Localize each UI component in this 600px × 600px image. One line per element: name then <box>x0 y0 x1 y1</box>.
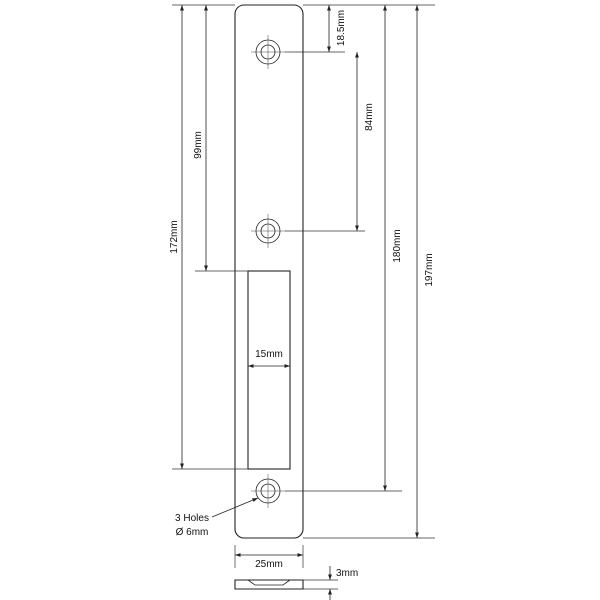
dimension-label-3mm: 3mm <box>336 568 359 579</box>
dimension-180mm <box>385 5 403 491</box>
dimension-18-5mm <box>329 5 347 52</box>
dimension-label-197mm: 197mm <box>424 253 435 287</box>
dimension-label-25mm: 25mm <box>255 559 283 570</box>
dimension-25mm <box>235 555 303 570</box>
dimension-label-18-5mm: 18.5mm <box>336 9 347 47</box>
dimension-label-172mm: 172mm <box>169 220 180 254</box>
dimension-label-84mm: 84mm <box>364 103 375 131</box>
side-profile-view <box>235 580 338 589</box>
dimension-84mm <box>357 52 375 231</box>
hole-callout-diameter: Ø 6mm <box>175 527 209 538</box>
dimension-label-15mm: 15mm <box>255 349 283 360</box>
hole-callout-count: 3 Holes <box>175 513 209 524</box>
latch-slot <box>248 271 290 469</box>
dimension-99mm <box>193 5 206 271</box>
dimension-172mm <box>169 5 182 469</box>
dimension-197mm <box>417 5 435 538</box>
dimension-label-99mm: 99mm <box>193 131 204 159</box>
dimension-3mm <box>330 566 358 600</box>
dimension-label-180mm: 180mm <box>392 229 403 263</box>
